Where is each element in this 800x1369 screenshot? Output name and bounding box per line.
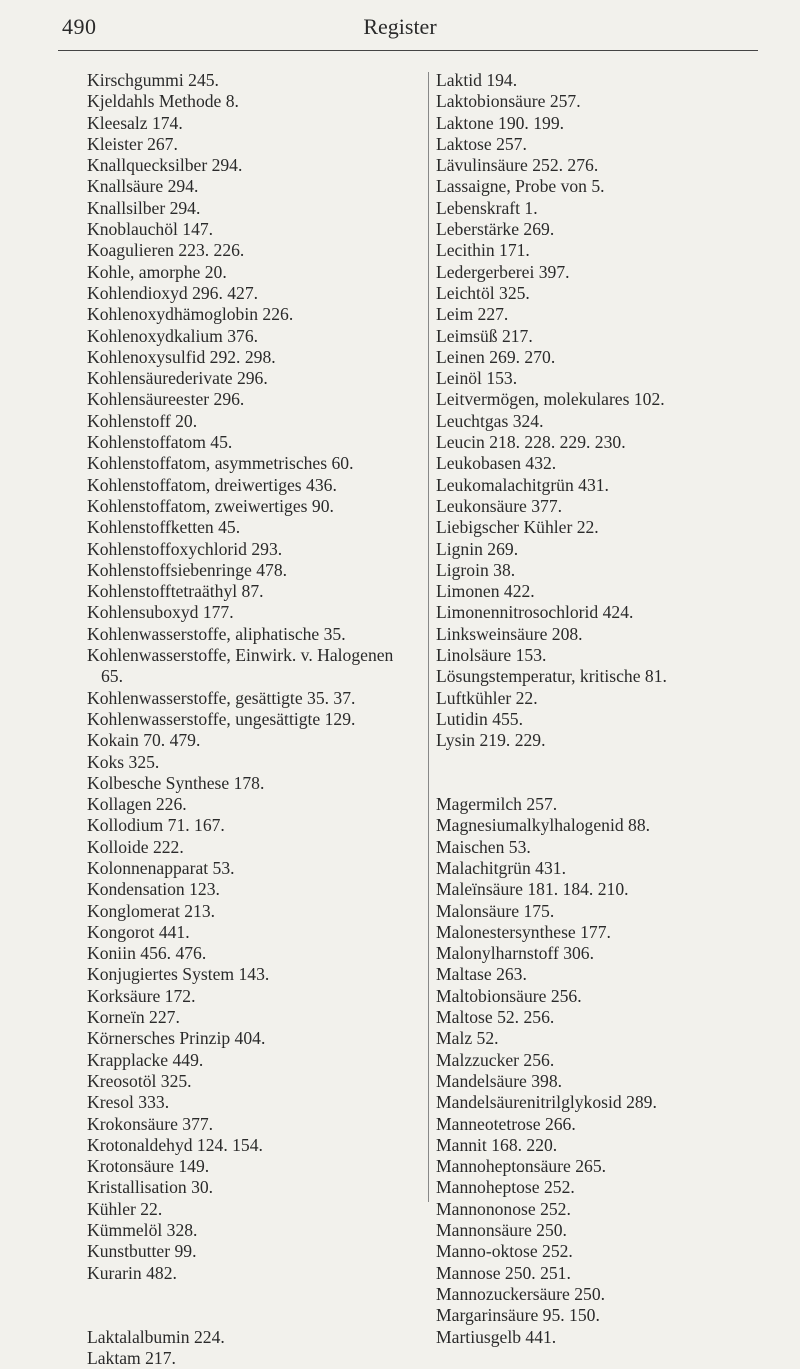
- index-entry: Kresol 333.: [87, 1092, 170, 1113]
- index-entry: Leitvermögen, molekulares 102.: [436, 389, 665, 410]
- index-entry: Kohlenstoffatom, zweiwertiges 90.: [87, 495, 334, 516]
- index-entry: Kongorot 441.: [87, 921, 190, 942]
- index-entry: Kolbesche Synthese 178.: [87, 772, 265, 793]
- section-l: [436, 70, 776, 752]
- index-entry: Limonennitrosochlorid 424.: [436, 602, 634, 623]
- index-entry: Kleister 267.: [87, 133, 178, 154]
- index-entry: Leimsüß 217.: [436, 325, 533, 346]
- index-entry: Linksweinsäure 208.: [436, 623, 583, 644]
- right-column: [436, 70, 776, 1348]
- index-entry: Kohlenwasserstoffe, Einwirk. v. Halogenen 65.: [87, 645, 394, 687]
- index-entry: Knoblauchöl 147.: [87, 219, 214, 240]
- index-entry: Korneïn 227.: [87, 1007, 180, 1028]
- index-entry: Kohlenoxydkalium 376.: [87, 325, 259, 346]
- index-entry: Kohlenstoffoxychlorid 293.: [87, 538, 283, 559]
- index-entry: Mannozuckersäure 250.: [436, 1283, 606, 1304]
- index-entry: Lebenskraft 1.: [436, 197, 538, 218]
- index-entry: Konjugiertes System 143.: [87, 964, 270, 985]
- index-entry: Leucin 218. 228. 229. 230.: [436, 432, 626, 453]
- index-entry: Kirschgummi 245.: [87, 70, 219, 90]
- index-entry: Lassaigne, Probe von 5.: [436, 176, 605, 197]
- index-entry: Kurarin 482.: [87, 1262, 177, 1283]
- index-entry: Magermilch 257.: [436, 794, 558, 815]
- index-entry: Malonsäure 175.: [436, 900, 555, 921]
- index-entry: Krokonsäure 377.: [87, 1113, 214, 1134]
- index-entry: Kreosotöl 325.: [87, 1070, 192, 1091]
- index-entry: Knallsäure 294.: [87, 176, 199, 197]
- index-entry: Kohlenoxysulfid 292. 298.: [87, 346, 276, 367]
- index-entry: Kohlenwasserstoffe, ungesättigte 129.: [87, 708, 356, 729]
- index-entry: Maleïnsäure 181. 184. 210.: [436, 879, 629, 900]
- index-entry: Leukonsäure 377.: [436, 495, 563, 516]
- column-divider: [428, 72, 429, 1202]
- running-title: Register: [363, 14, 437, 39]
- index-entry: Korksäure 172.: [87, 985, 196, 1006]
- index-entry: Kohlenstoff 20.: [87, 410, 198, 431]
- index-entry: Manneotetrose 266.: [436, 1113, 576, 1134]
- index-entry: Kohlenwasserstoffe, aliphatische 35.: [87, 623, 346, 644]
- index-entry: Kümmelöl 328.: [87, 1220, 198, 1241]
- index-entry: Kolonnenapparat 53.: [87, 857, 235, 878]
- index-entry: Koniin 456. 476.: [87, 943, 207, 964]
- index-entry: Manno-oktose 252.: [436, 1241, 573, 1262]
- index-entry: Koagulieren 223. 226.: [87, 240, 245, 261]
- index-entry: Leuchtgas 324.: [436, 410, 544, 431]
- index-entry: Leim 227.: [436, 304, 509, 325]
- index-entry: Laktalalbumin 224.: [87, 1326, 225, 1347]
- left-column: [87, 70, 417, 1369]
- index-entry: Mandelsäurenitrilglykosid 289.: [436, 1092, 657, 1113]
- index-entry: Mannonsäure 250.: [436, 1220, 567, 1241]
- index-entry: Mannose 250. 251.: [436, 1262, 571, 1283]
- index-entry: Krotonsäure 149.: [87, 1156, 210, 1177]
- index-entry: Kohle, amorphe 20.: [87, 261, 227, 282]
- section-gap: [436, 752, 776, 795]
- index-entry: Lysin 219. 229.: [436, 730, 546, 751]
- index-entry: Kollagen 226.: [87, 794, 187, 815]
- index-entry: Lutidin 455.: [436, 708, 523, 729]
- index-entry: Malachitgrün 431.: [436, 857, 566, 878]
- index-entry: Knallquecksilber 294.: [87, 155, 243, 176]
- index-entry: Körnersches Prinzip 404.: [87, 1028, 266, 1049]
- index-entry: Kohlenstofftetraäthyl 87.: [87, 581, 264, 602]
- index-entry: Kühler 22.: [87, 1198, 163, 1219]
- index-entry: Leukomalachitgrün 431.: [436, 474, 609, 495]
- index-entry: Knallsilber 294.: [87, 197, 201, 218]
- index-entry: Malonestersynthese 177.: [436, 921, 611, 942]
- index-entry: Lecithin 171.: [436, 240, 530, 261]
- index-entry: Kollodium 71. 167.: [87, 815, 225, 836]
- section-m: [436, 794, 776, 1348]
- index-entry: Kunstbutter 99.: [87, 1241, 197, 1262]
- index-entry: Kokain 70. 479.: [87, 730, 201, 751]
- index-entry: Kohlenoxydhämoglobin 226.: [87, 304, 294, 325]
- index-entry: Leichtöl 325.: [436, 282, 530, 303]
- index-entry: Magnesiumalkylhalogenid 88.: [436, 815, 651, 836]
- index-entry: Kleesalz 174.: [87, 112, 183, 133]
- index-entry: Mannoheptonsäure 265.: [436, 1156, 607, 1177]
- index-entry: Laktone 190. 199.: [436, 112, 565, 133]
- index-entry: Kohlensuboxyd 177.: [87, 602, 234, 623]
- index-entry: Mannit 168. 220.: [436, 1134, 558, 1155]
- index-entry: Malonylharnstoff 306.: [436, 943, 595, 964]
- index-entry: Mannononose 252.: [436, 1198, 571, 1219]
- index-entry: Kohlenwasserstoffe, gesättigte 35. 37.: [87, 687, 356, 708]
- index-entry: Kohlenstoffsiebenringe 478.: [87, 559, 288, 580]
- index-entry: Krapplacke 449.: [87, 1049, 204, 1070]
- section-k: [87, 70, 417, 1284]
- index-entry: Margarinsäure 95. 150.: [436, 1305, 600, 1326]
- index-entry: Kohlenstoffketten 45.: [87, 517, 241, 538]
- index-entry: Leberstärke 269.: [436, 219, 555, 240]
- index-entry: Leukobasen 432.: [436, 453, 557, 474]
- index-entry: Linolsäure 153.: [436, 645, 547, 666]
- index-entry: Limonen 422.: [436, 581, 535, 602]
- index-entry: Maltobionsäure 256.: [436, 985, 582, 1006]
- page-number: 490: [62, 14, 97, 39]
- index-entry: Krotonaldehyd 124. 154.: [87, 1134, 263, 1155]
- index-entry: Liebigscher Kühler 22.: [436, 517, 599, 538]
- index-entry: Laktid 194.: [436, 70, 518, 90]
- index-entry: Lösungstemperatur, kritische 81.: [436, 666, 667, 687]
- index-entry: Mannoheptose 252.: [436, 1177, 575, 1198]
- index-entry: Konglomerat 213.: [87, 900, 216, 921]
- index-entry: Lävulinsäure 252. 276.: [436, 155, 599, 176]
- index-entry: Luftkühler 22.: [436, 687, 538, 708]
- index-entry: Martiusgelb 441.: [436, 1326, 557, 1347]
- index-entry: Malzzucker 256.: [436, 1049, 555, 1070]
- section-l-start: [87, 1327, 417, 1369]
- index-entry: Kjeldahls Methode 8.: [87, 91, 239, 112]
- index-entry: Kristallisation 30.: [87, 1177, 214, 1198]
- index-entry: Ligroin 38.: [436, 559, 516, 580]
- index-entry: Laktobionsäure 257.: [436, 91, 581, 112]
- index-entry: Malz 52.: [436, 1028, 499, 1049]
- section-gap: [87, 1284, 417, 1327]
- index-entry: Maltase 263.: [436, 964, 527, 985]
- index-entry: Kondensation 123.: [87, 879, 220, 900]
- index-entry: Kolloide 222.: [87, 836, 184, 857]
- index-entry: Ledergerberei 397.: [436, 261, 570, 282]
- index-entry: Kohlenstoffatom 45.: [87, 432, 233, 453]
- index-entry: Koks 325.: [87, 751, 160, 772]
- index-entry: Kohlendioxyd 296. 427.: [87, 282, 259, 303]
- index-entry: Maltose 52. 256.: [436, 1007, 555, 1028]
- header-rule: [58, 50, 758, 51]
- index-entry: Lignin 269.: [436, 538, 519, 559]
- index-entry: Leinöl 153.: [436, 368, 518, 389]
- page-header: [0, 0, 800, 62]
- index-entry: Kohlenstoffatom, asymmetrisches 60.: [87, 453, 354, 474]
- index-entry: Kohlensäureester 296.: [87, 389, 245, 410]
- index-entry: Laktose 257.: [436, 133, 527, 154]
- index-entry: Leinen 269. 270.: [436, 346, 556, 367]
- index-entry: Maischen 53.: [436, 836, 531, 857]
- index-entry: Kohlensäurederivate 296.: [87, 368, 268, 389]
- index-entry: Laktam 217.: [87, 1347, 176, 1368]
- index-entry: Kohlenstoffatom, dreiwertiges 436.: [87, 474, 337, 495]
- index-entry: Mandelsäure 398.: [436, 1070, 563, 1091]
